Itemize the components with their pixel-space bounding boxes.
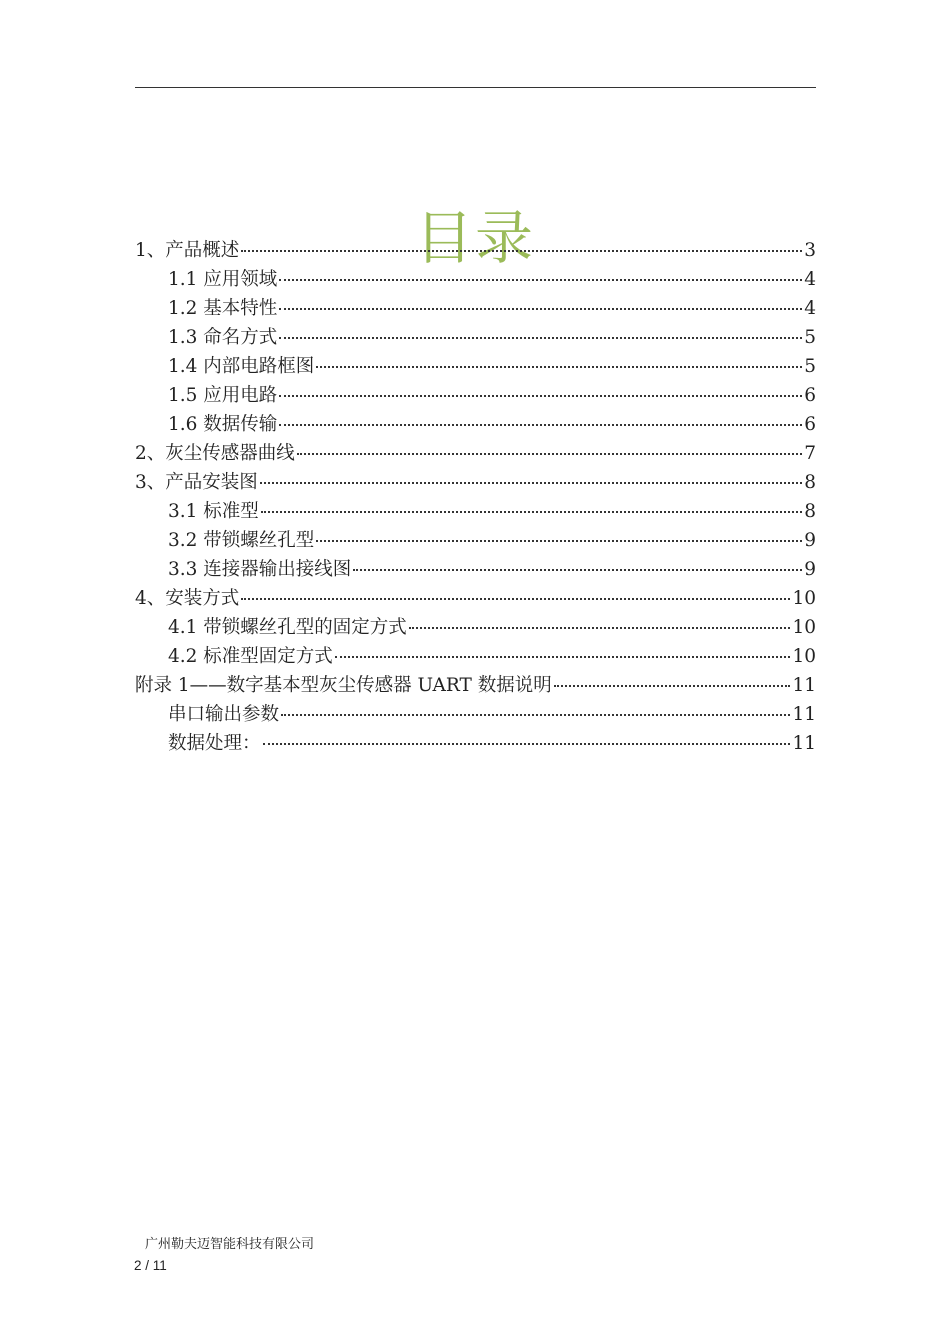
footer-page-indicator: 2 / 11 [134, 1258, 167, 1273]
toc-entry-1-5[interactable] [135, 381, 816, 410]
dot-leader [279, 279, 802, 281]
toc-entry-text: 3、产品安装图 [135, 472, 258, 493]
toc-entry-text: 1、产品概述 [135, 240, 240, 261]
toc-entry-text: 3.1 标准型 [168, 501, 259, 522]
toc-entry-text: 4.2 标准型固定方式 [168, 646, 333, 667]
toc-entry-serial-output-params[interactable] [135, 700, 816, 729]
dot-leader [279, 424, 802, 426]
toc-page-number: 8 [804, 501, 816, 522]
toc-page-number: 9 [804, 559, 816, 580]
table-of-contents [135, 236, 816, 758]
dot-leader [297, 453, 802, 455]
toc-entry-text: 1.6 数据传输 [168, 414, 278, 435]
dot-leader [353, 569, 802, 571]
toc-page-number: 6 [804, 414, 816, 435]
dot-leader [316, 540, 802, 542]
toc-entry-data-processing[interactable] [135, 729, 816, 758]
toc-page-number: 9 [804, 530, 816, 551]
toc-page-number: 11 [792, 733, 816, 754]
toc-entry-text: 1.1 应用领域 [168, 269, 278, 290]
toc-entry-text: 数据处理： [168, 733, 261, 754]
footer-company-name: 广州勒夫迈智能科技有限公司 [145, 1237, 315, 1252]
toc-entry-text: 2、灰尘传感器曲线 [135, 443, 295, 464]
toc-entry-4-2[interactable] [135, 642, 816, 671]
toc-page-number: 8 [804, 472, 816, 493]
toc-page-number: 11 [792, 704, 816, 725]
toc-entry-text: 1.4 内部电路框图 [168, 356, 315, 377]
toc-entry-2[interactable] [135, 439, 816, 468]
dot-leader [281, 714, 790, 716]
toc-page-number: 10 [792, 588, 816, 609]
dot-leader [554, 685, 791, 687]
dot-leader [316, 366, 802, 368]
dot-leader [335, 656, 791, 658]
toc-entry-text: 4、安装方式 [135, 588, 240, 609]
toc-page-number: 10 [792, 646, 816, 667]
dot-leader [241, 250, 802, 252]
dot-leader [279, 395, 802, 397]
toc-page-number: 3 [804, 240, 816, 261]
toc-entry-1[interactable] [135, 236, 816, 265]
toc-page-number: 5 [804, 327, 816, 348]
toc-entry-1-6[interactable] [135, 410, 816, 439]
toc-entry-3-1[interactable] [135, 497, 816, 526]
toc-entry-text: 4.1 带锁螺丝孔型的固定方式 [168, 617, 407, 638]
toc-title: 目录 [414, 203, 535, 272]
toc-entry-1-4[interactable] [135, 352, 816, 381]
toc-page-number: 10 [792, 617, 816, 638]
toc-entry-text: 3.3 连接器输出接线图 [168, 559, 352, 580]
dot-leader [260, 482, 802, 484]
toc-entry-text: 1.2 基本特性 [168, 298, 278, 319]
toc-page-number: 7 [804, 443, 816, 464]
toc-entry-text: 1.3 命名方式 [168, 327, 278, 348]
toc-entry-3[interactable] [135, 468, 816, 497]
toc-entry-1-2[interactable] [135, 294, 816, 323]
toc-page-number: 6 [804, 385, 816, 406]
toc-page-number: 5 [804, 356, 816, 377]
toc-page-number: 11 [792, 675, 816, 696]
toc-entry-text: 串口输出参数 [168, 704, 280, 725]
toc-entry-4[interactable] [135, 584, 816, 613]
dot-leader [241, 598, 790, 600]
toc-page-number: 4 [804, 298, 816, 319]
toc-page-number: 4 [804, 269, 816, 290]
toc-entry-3-2[interactable] [135, 526, 816, 555]
dot-leader [279, 337, 802, 339]
toc-entry-3-3[interactable] [135, 555, 816, 584]
dot-leader [263, 743, 791, 745]
toc-entry-appendix-1[interactable] [135, 671, 816, 700]
toc-entry-1-3[interactable] [135, 323, 816, 352]
toc-entry-text: 3.2 带锁螺丝孔型 [168, 530, 315, 551]
dot-leader [279, 308, 802, 310]
toc-entry-4-1[interactable] [135, 613, 816, 642]
dot-leader [261, 511, 802, 513]
header-rule [135, 87, 816, 88]
dot-leader [409, 627, 791, 629]
toc-entry-text: 1.5 应用电路 [168, 385, 278, 406]
toc-entry-1-1[interactable] [135, 265, 816, 294]
toc-entry-text: 附录 1——数字基本型灰尘传感器 UART 数据说明 [135, 675, 552, 696]
